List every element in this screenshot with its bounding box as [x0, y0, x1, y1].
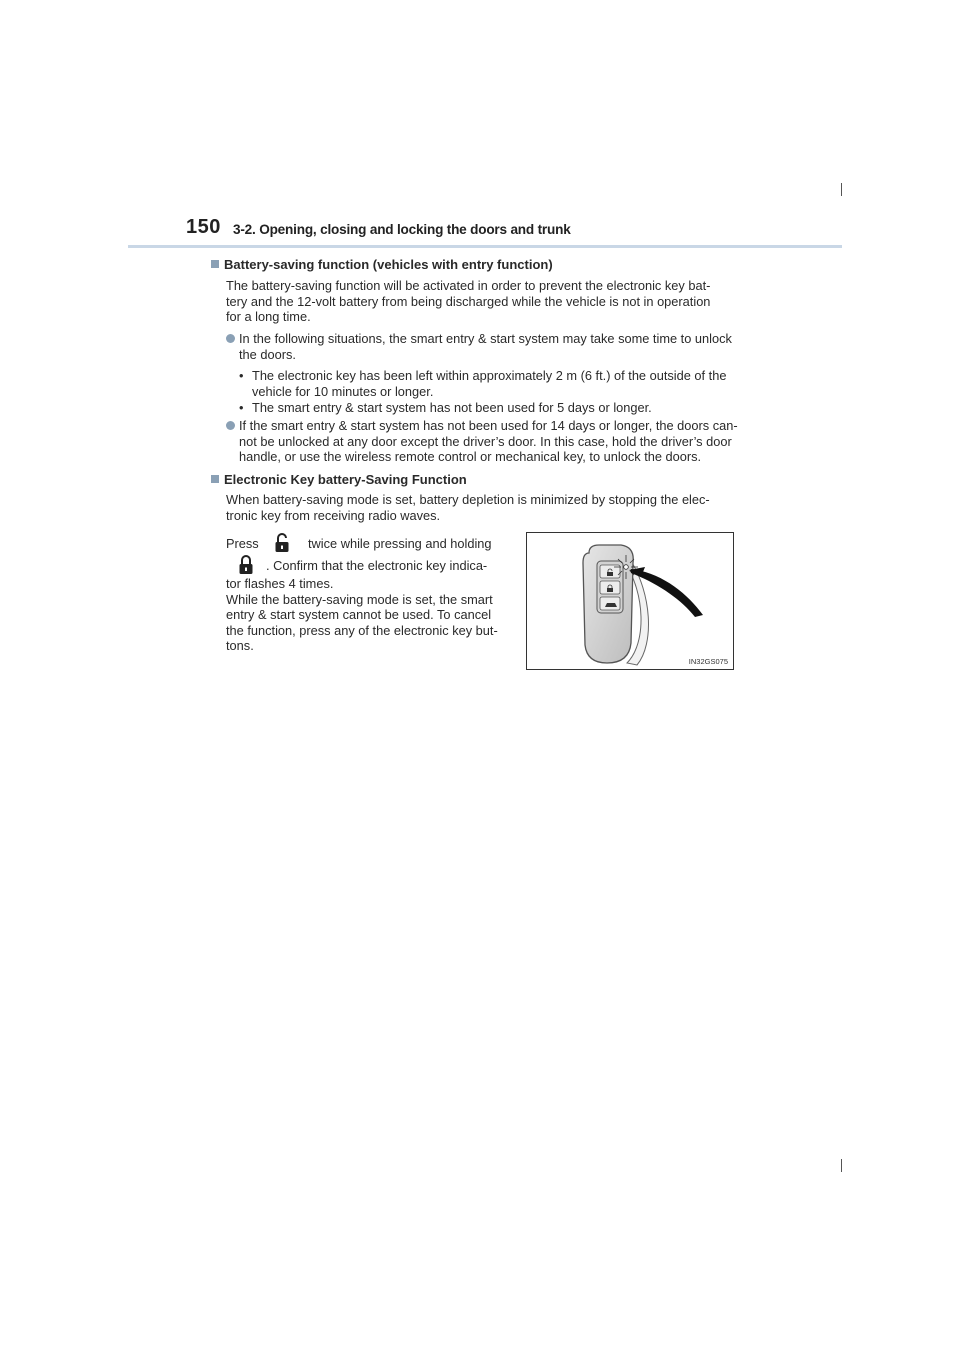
figure-code: IN32GS075 [688, 657, 728, 666]
crop-mark-bottom-right [841, 1159, 842, 1172]
text-line: tons. [226, 638, 254, 654]
bullet-dot-icon [226, 421, 235, 430]
text-line: not be unlocked at any door except the driver’s door. In this case, hold the driver’s door [239, 433, 732, 449]
press-text: Press [226, 536, 259, 551]
heading-text: Electronic Key battery-Saving Function [224, 472, 467, 487]
key-fob-illustration [527, 533, 733, 669]
text-line: The smart entry & start system has not been used for 5 days or longer. [252, 400, 652, 415]
lock-icon [238, 554, 254, 576]
section-square-icon [211, 260, 219, 268]
indicator-light [624, 565, 629, 570]
text-line: entry & start system cannot be used. To cancel [226, 607, 492, 623]
text-line: for a long time. [226, 309, 311, 325]
text-line: the function, press any of the electronic key but- [226, 622, 498, 638]
text-line: The electronic key has been left within approximately 2 m (6 ft.) of the outside of the [252, 368, 727, 383]
text-line: tor flashes 4 times. [226, 576, 334, 591]
heading-text: Battery-saving function (vehicles with entry function) [224, 257, 553, 272]
bullet-text [239, 331, 752, 362]
text-line: If the smart entry & start system has not been used for 14 days or longer, the doors can- [239, 418, 738, 433]
text-line: In the following situations, the smart entry & start system may take some time to unlock [239, 331, 732, 346]
bullet-item [226, 418, 752, 465]
text-line: tronic key from receiving radio waves. [226, 507, 441, 523]
text-line: tery and the 12-volt battery from being discharged while the vehicle is not in operation [226, 293, 711, 309]
bullet-text [239, 418, 752, 465]
text-line: handle, or use the wireless remote control or mechanical key, to unlock the doors. [239, 449, 702, 465]
instruction-line-1 [226, 536, 509, 552]
crop-mark-top-right [841, 183, 842, 196]
text-line: vehicle for 10 minutes or longer. [252, 383, 434, 399]
bullet-item [226, 331, 752, 362]
key-saving-paragraph [226, 492, 750, 523]
sub-bullet-marker: • [239, 368, 244, 383]
twice-text: twice while pressing and holding [308, 536, 492, 551]
page-number: 150 [186, 216, 221, 238]
sub-bullet-item [239, 368, 751, 399]
bullet-dot-icon [226, 334, 235, 343]
text-line: When battery-saving mode is set, battery depletion is minimized by stopping the elec- [226, 492, 710, 507]
heading-battery-saving [211, 257, 553, 272]
section-title: 3-2. Opening, closing and locking the doors and trunk [233, 222, 571, 237]
heading-key-saving [211, 472, 467, 487]
section-square-icon [211, 475, 219, 483]
key-fob-figure [526, 532, 734, 670]
text-line: the doors. [239, 346, 296, 362]
instruction-line-2 [266, 558, 510, 574]
sub-bullet-marker: • [239, 400, 244, 415]
lock-button [600, 581, 620, 594]
sub-bullet-item [239, 400, 751, 416]
text-line: While the battery-saving mode is set, the smart [226, 591, 493, 607]
battery-saving-paragraph [226, 278, 750, 325]
text-line: The battery-saving function will be activated in order to prevent the electronic key bat- [226, 278, 711, 293]
confirm-text: . Confirm that the electronic key indica- [266, 558, 488, 573]
header-rule [128, 245, 842, 248]
instruction-lines [226, 576, 510, 654]
unlock-icon [274, 532, 290, 554]
